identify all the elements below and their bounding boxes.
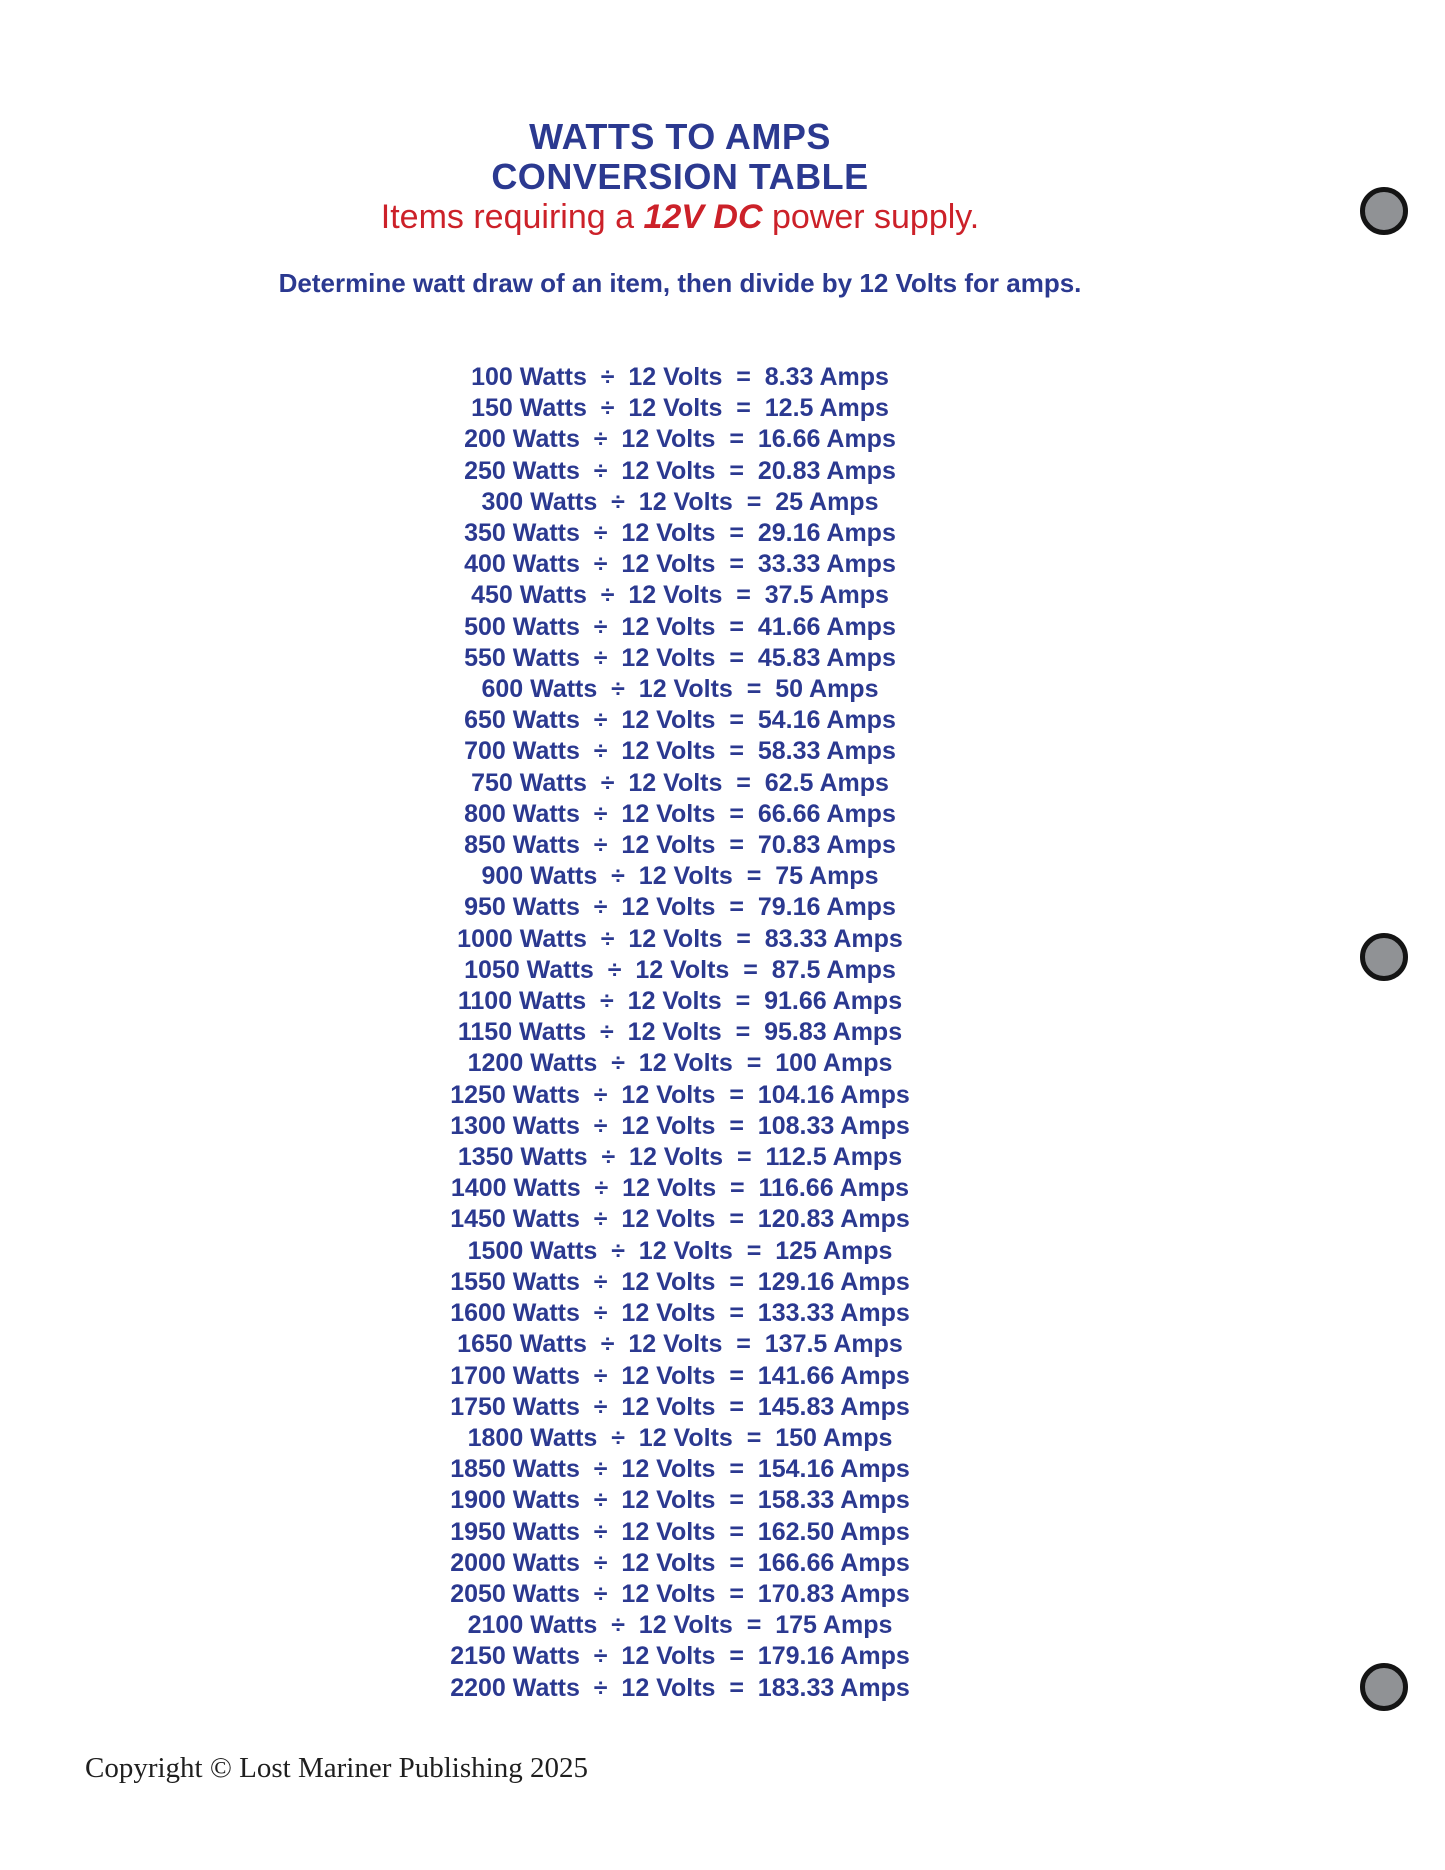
conversion-row: 1650 Watts ÷ 12 Volts = 137.5 Amps xyxy=(457,1330,903,1359)
conversion-row: 600 Watts ÷ 12 Volts = 50 Amps xyxy=(481,675,879,704)
instruction-text: Determine watt draw of an item, then divide by 12 Volts for amps. xyxy=(278,268,1082,298)
conversion-row: 450 Watts ÷ 12 Volts = 37.5 Amps xyxy=(471,581,889,610)
conversion-row: 2200 Watts ÷ 12 Volts = 183.33 Amps xyxy=(450,1673,910,1702)
subtitle xyxy=(0,197,1360,237)
page-title-line1: WATTS TO AMPS xyxy=(529,116,831,157)
conversion-row: 550 Watts ÷ 12 Volts = 45.83 Amps xyxy=(464,643,896,672)
conversion-row: 250 Watts ÷ 12 Volts = 20.83 Amps xyxy=(464,456,896,485)
conversion-row: 1950 Watts ÷ 12 Volts = 162.50 Amps xyxy=(450,1517,910,1546)
conversion-row: 1100 Watts ÷ 12 Volts = 91.66 Amps xyxy=(457,987,903,1016)
conversion-row: 1750 Watts ÷ 12 Volts = 145.83 Amps xyxy=(450,1392,910,1421)
conversion-row: 1200 Watts ÷ 12 Volts = 100 Amps xyxy=(467,1049,893,1078)
conversion-row: 700 Watts ÷ 12 Volts = 58.33 Amps xyxy=(464,737,896,766)
conversion-row: 350 Watts ÷ 12 Volts = 29.16 Amps xyxy=(464,519,896,548)
copyright-text: Copyright © Lost Mariner Publishing 2025 xyxy=(85,1752,588,1784)
conversion-row: 1400 Watts ÷ 12 Volts = 116.66 Amps xyxy=(450,1174,910,1203)
conversion-row: 200 Watts ÷ 12 Volts = 16.66 Amps xyxy=(464,425,896,454)
conversion-row: 1800 Watts ÷ 12 Volts = 150 Amps xyxy=(467,1423,893,1452)
conversion-row: 150 Watts ÷ 12 Volts = 12.5 Amps xyxy=(471,394,889,423)
conversion-table xyxy=(0,362,1360,1704)
conversion-row: 1600 Watts ÷ 12 Volts = 133.33 Amps xyxy=(450,1299,910,1328)
conversion-row: 2050 Watts ÷ 12 Volts = 170.83 Amps xyxy=(450,1579,910,1608)
conversion-row: 2150 Watts ÷ 12 Volts = 179.16 Amps xyxy=(450,1642,910,1671)
conversion-row: 1450 Watts ÷ 12 Volts = 120.83 Amps xyxy=(450,1205,910,1234)
conversion-row: 750 Watts ÷ 12 Volts = 62.5 Amps xyxy=(471,768,889,797)
conversion-row: 1300 Watts ÷ 12 Volts = 108.33 Amps xyxy=(450,1111,910,1140)
subtitle-highlight-12v-dc: 12V DC xyxy=(643,198,763,236)
conversion-row: 100 Watts ÷ 12 Volts = 8.33 Amps xyxy=(471,363,889,391)
subtitle-suffix: power supply. xyxy=(762,198,980,236)
conversion-row: 1850 Watts ÷ 12 Volts = 154.16 Amps xyxy=(450,1455,910,1484)
subtitle-prefix: Items requiring a xyxy=(380,198,644,236)
conversion-row: 950 Watts ÷ 12 Volts = 79.16 Amps xyxy=(464,893,896,922)
conversion-row: 900 Watts ÷ 12 Volts = 75 Amps xyxy=(481,862,879,891)
conversion-row: 500 Watts ÷ 12 Volts = 41.66 Amps xyxy=(464,612,896,641)
conversion-row: 1350 Watts ÷ 12 Volts = 112.5 Amps xyxy=(457,1143,903,1172)
conversion-row: 1900 Watts ÷ 12 Volts = 158.33 Amps xyxy=(450,1486,910,1515)
conversion-row: 1250 Watts ÷ 12 Volts = 104.16 Amps xyxy=(450,1080,910,1109)
conversion-row: 300 Watts ÷ 12 Volts = 25 Amps xyxy=(481,487,879,516)
conversion-row: 1000 Watts ÷ 12 Volts = 83.33 Amps xyxy=(457,924,903,953)
conversion-row: 850 Watts ÷ 12 Volts = 70.83 Amps xyxy=(464,831,896,860)
conversion-row: 400 Watts ÷ 12 Volts = 33.33 Amps xyxy=(464,550,896,579)
binder-hole-top xyxy=(1360,187,1408,235)
binder-hole-middle xyxy=(1360,933,1408,981)
conversion-row: 1500 Watts ÷ 12 Volts = 125 Amps xyxy=(467,1236,893,1265)
page-title-line2: CONVERSION TABLE xyxy=(491,156,869,197)
conversion-row: 1150 Watts ÷ 12 Volts = 95.83 Amps xyxy=(457,1018,903,1047)
conversion-row: 1050 Watts ÷ 12 Volts = 87.5 Amps xyxy=(464,955,896,984)
conversion-row: 2100 Watts ÷ 12 Volts = 175 Amps xyxy=(467,1611,893,1640)
conversion-row: 1550 Watts ÷ 12 Volts = 129.16 Amps xyxy=(450,1267,910,1296)
binder-hole-bottom xyxy=(1360,1663,1408,1711)
conversion-row: 1700 Watts ÷ 12 Volts = 141.66 Amps xyxy=(450,1361,910,1390)
conversion-row: 650 Watts ÷ 12 Volts = 54.16 Amps xyxy=(464,706,896,735)
conversion-row: 2000 Watts ÷ 12 Volts = 166.66 Amps xyxy=(450,1548,910,1577)
conversion-row: 800 Watts ÷ 12 Volts = 66.66 Amps xyxy=(464,799,896,828)
